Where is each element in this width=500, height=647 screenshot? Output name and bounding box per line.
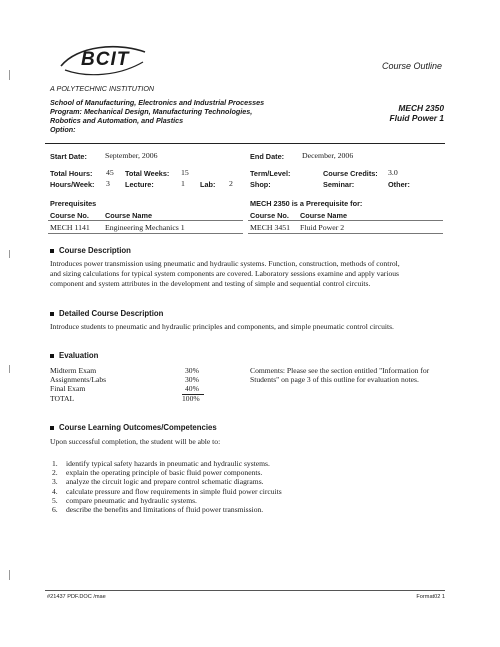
course-code: MECH 2350 — [398, 103, 444, 113]
course-credits-label: Course Credits: — [323, 169, 378, 178]
prereq-for-course-no: MECH 3451 — [250, 223, 291, 232]
lecture-label: Lecture: — [125, 180, 154, 189]
prereq-for-col-no: Course No. — [250, 211, 289, 220]
lab: 2 — [229, 179, 233, 188]
prereq-course-no: MECH 1141 — [50, 223, 90, 232]
course-description-line-3: component and system attributes in the development and testing of simple and sequential control circuits. — [50, 279, 371, 288]
program-line-2: Robotics and Automation, and Plastics — [50, 116, 184, 125]
end-date-label: End Date: — [250, 152, 285, 161]
eval-item: Midterm Exam — [50, 366, 97, 375]
scan-mark — [9, 365, 10, 373]
course-description-line-1: Introduces power transmission using pneumatic and hydraulic systems. Function, construction, methods of control, — [50, 259, 400, 268]
bullet-icon — [50, 426, 54, 430]
eval-pct: 30% — [185, 366, 199, 375]
prereq-title: Prerequisites — [50, 199, 97, 208]
scan-mark — [9, 250, 10, 258]
prereq-for-course-name: Fluid Power 2 — [300, 223, 345, 232]
program-line-1: Program: Mechanical Design, Manufacturing Technologies, — [50, 107, 253, 116]
outcome-num: 1. — [52, 459, 58, 468]
detailed-description-heading — [50, 309, 163, 318]
scan-mark — [9, 570, 10, 580]
total-hours: 45 — [106, 168, 114, 177]
bullet-icon — [50, 312, 54, 316]
detailed-description-title: Detailed Course Description — [59, 309, 164, 318]
bcit-logo — [57, 40, 149, 80]
option-label: Option: — [50, 125, 76, 134]
evaluation-title: Evaluation — [59, 351, 99, 360]
eval-comments-line-1: Comments: Please see the section entitled "Information for — [250, 366, 430, 375]
prereq-for-title: MECH 2350 is a Prerequisite for: — [250, 199, 363, 208]
outcomes-intro: Upon successful completion, the student will be able to: — [50, 437, 221, 446]
other-label: Other: — [388, 180, 410, 189]
course-description-line-2: and sizing calculations for typical system components are covered. Laboratory sessions examine and apply various — [50, 269, 399, 278]
prereq-course-name: Engineering Mechanics 1 — [105, 223, 185, 232]
total-weeks-label: Total Weeks: — [125, 169, 170, 178]
total-weeks: 15 — [181, 168, 189, 177]
hours-week: 3 — [106, 179, 110, 188]
outcome-text: analyze the circuit logic and prepare control schematic diagrams. — [66, 477, 264, 486]
eval-item-total: TOTAL — [50, 394, 75, 403]
outcomes-title: Course Learning Outcomes/Competencies — [59, 423, 217, 432]
school-name: School of Manufacturing, Electronics and Industrial Processes — [50, 98, 265, 107]
end-date: December, 2006 — [302, 151, 354, 160]
start-date: September, 2006 — [105, 151, 158, 160]
detailed-description-text: Introduce students to pneumatic and hydraulic principles and components, and simple pneumatic control circuits. — [50, 322, 394, 331]
eval-comments-line-2: Students" on page 3 of this outline for evaluation notes. — [250, 375, 419, 384]
footer-rule — [45, 590, 445, 591]
outcome-num: 4. — [52, 487, 58, 496]
prereq-rule-1 — [48, 220, 243, 221]
shop-label: Shop: — [250, 180, 271, 189]
seminar-label: Seminar: — [323, 180, 355, 189]
prereq-for-col-name: Course Name — [300, 211, 348, 220]
total-hours-label: Total Hours: — [50, 169, 93, 178]
bullet-icon — [50, 354, 54, 358]
lecture: 1 — [181, 179, 185, 188]
logo-text: BCIT — [81, 49, 130, 70]
outcome-num: 6. — [52, 505, 58, 514]
outcomes-heading — [50, 423, 217, 432]
course-title: Fluid Power 1 — [389, 113, 444, 123]
start-date-label: Start Date: — [50, 152, 87, 161]
outcome-text: compare pneumatic and hydraulic systems. — [66, 496, 197, 505]
prereq-col-no: Course No. — [50, 211, 89, 220]
evaluation-heading — [50, 351, 98, 360]
scan-mark — [9, 70, 10, 80]
term-level-label: Term/Level: — [250, 169, 291, 178]
prereq-rule-4 — [248, 233, 443, 234]
outcome-num: 3. — [52, 477, 58, 486]
prereq-rule-2 — [248, 220, 443, 221]
outcome-num: 2. — [52, 468, 58, 477]
footer-right: Format02 1 — [416, 594, 445, 600]
course-credits: 3.0 — [388, 168, 398, 177]
outcome-text: describe the benefits and limitations of fluid power transmission. — [66, 505, 264, 514]
prereq-col-name: Course Name — [105, 211, 153, 220]
prereq-rule-3 — [48, 233, 243, 234]
eval-pct: 40% — [185, 384, 199, 393]
hours-week-label: Hours/Week: — [50, 180, 95, 189]
outcome-text: calculate pressure and flow requirements in simple fluid power circuits — [66, 487, 282, 496]
eval-pct-total: 100% — [182, 394, 200, 403]
outcome-text: identify typical safety hazards in pneumatic and hydraulic systems. — [66, 459, 270, 468]
course-description-heading — [50, 246, 131, 255]
header-rule — [45, 143, 445, 144]
lab-label: Lab: — [200, 180, 216, 189]
outcome-text: explain the operating principle of basic fluid power components. — [66, 468, 263, 477]
eval-item: Assignments/Labs — [50, 375, 107, 384]
doc-type: Course Outline — [382, 61, 443, 71]
footer-left: #21437 PDF.DOC /mae — [47, 594, 106, 600]
bullet-icon — [50, 249, 54, 253]
eval-pct: 30% — [185, 375, 199, 384]
tagline: A POLYTECHNIC INSTITUTION — [50, 84, 155, 93]
eval-item: Final Exam — [50, 384, 86, 393]
outcome-num: 5. — [52, 496, 58, 505]
course-description-title: Course Description — [59, 246, 131, 255]
